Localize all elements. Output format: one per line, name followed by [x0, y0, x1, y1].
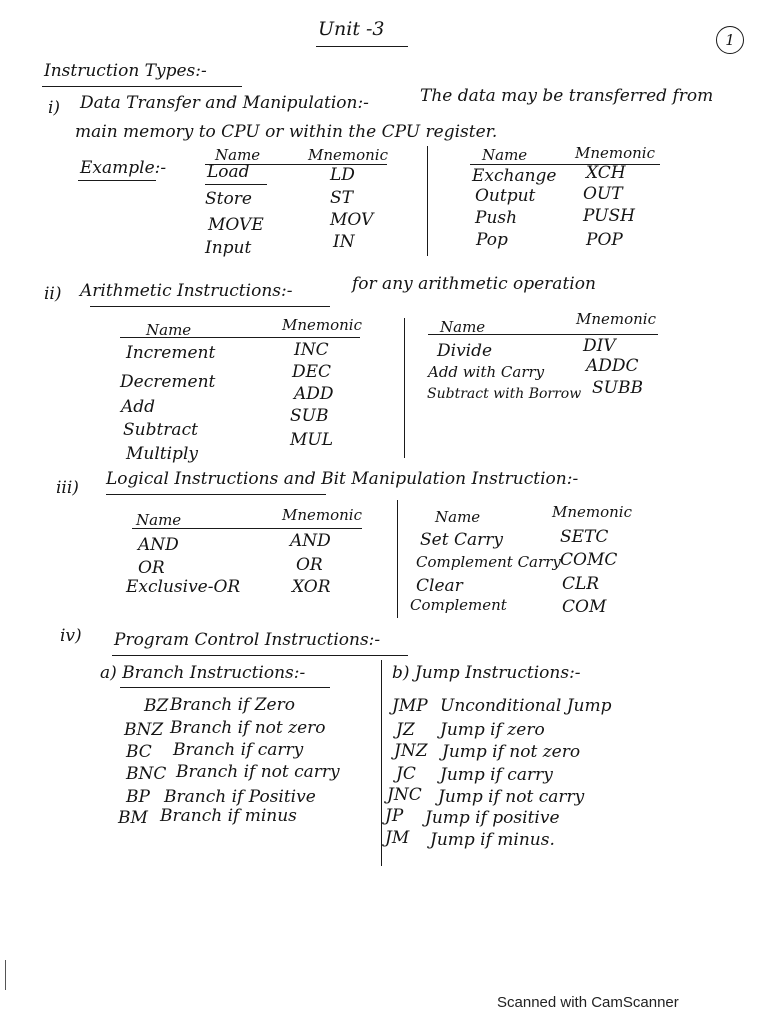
table-cell-mnemonic: SETC	[560, 527, 609, 547]
jump-desc: Jump if minus.	[430, 830, 555, 850]
section-description: main memory to CPU or within the CPU register.	[75, 122, 498, 142]
jump-code: JC	[396, 764, 416, 784]
branch-desc: Branch if Positive	[164, 787, 316, 807]
table-divider	[397, 500, 398, 618]
jump-desc: Jump if carry	[440, 765, 553, 785]
jump-desc: Unconditional Jump	[440, 696, 612, 716]
table-header-mnemonic: Mnemonic	[552, 503, 633, 521]
section-title-underline	[112, 655, 408, 656]
table-cell-name: Input	[205, 238, 252, 258]
table-header-underline	[428, 334, 658, 335]
section-title-underline	[90, 306, 330, 307]
table-cell-mnemonic: CLR	[562, 574, 600, 594]
branch-desc: Branch if carry	[173, 740, 304, 760]
table-cell-name: Subtract	[123, 420, 198, 440]
table-cell-name: MOVE	[208, 215, 264, 235]
section-number: iii)	[56, 478, 79, 498]
jump-desc: Jump if positive	[425, 808, 560, 828]
section-title: Program Control Instructions:-	[114, 630, 381, 650]
branch-code: BP	[126, 787, 150, 807]
table-cell-mnemonic: SUBB	[592, 378, 643, 398]
branch-desc: Branch if not zero	[170, 718, 326, 738]
example-label: Example:-	[80, 158, 167, 178]
jump-desc: Jump if not carry	[438, 787, 585, 807]
table-cell-mnemonic: AND	[290, 531, 331, 551]
table-header-name: Name	[440, 318, 486, 336]
jump-code: JM	[385, 828, 410, 848]
table-cell-name: Set Carry	[420, 530, 503, 550]
main-heading: Instruction Types:-	[44, 61, 207, 81]
table-header-mnemonic: Mnemonic	[282, 506, 363, 524]
table-header-name: Name	[482, 146, 528, 164]
table-cell-mnemonic: IN	[333, 232, 355, 252]
table-cell-mnemonic: MUL	[290, 430, 334, 450]
table-cell-mnemonic: INC	[294, 340, 329, 360]
table-cell-mnemonic: OR	[296, 555, 323, 575]
table-cell-mnemonic: DEC	[292, 362, 332, 382]
table-cell-mnemonic: ADDC	[586, 356, 639, 376]
section-title: Logical Instructions and Bit Manipulation Instruction:-	[106, 469, 579, 489]
jump-code: JZ	[396, 720, 415, 740]
table-header-mnemonic: Mnemonic	[308, 146, 389, 164]
subsection-title-underline	[120, 687, 330, 688]
table-cell-mnemonic: OUT	[583, 184, 623, 204]
jump-desc: Jump if not zero	[442, 742, 581, 762]
table-cell-name: OR	[138, 558, 165, 578]
jump-code: JMP	[392, 696, 428, 716]
table-header-underline	[132, 528, 362, 529]
section-description: The data may be transferred from	[420, 86, 714, 106]
page-title-underline	[316, 46, 408, 47]
section-title: Arithmetic Instructions:-	[80, 281, 293, 301]
table-cell-name: Complement	[410, 596, 507, 614]
cell-underline	[205, 184, 267, 185]
section-number: ii)	[44, 284, 62, 304]
table-cell-mnemonic: XCH	[586, 163, 626, 183]
table-cell-mnemonic: PUSH	[583, 206, 635, 226]
subsection-title: a) Branch Instructions:-	[100, 663, 306, 683]
table-header-mnemonic: Mnemonic	[575, 144, 656, 162]
table-cell-name: Complement Carry	[416, 553, 561, 571]
table-cell-mnemonic: LD	[330, 165, 355, 185]
column-divider	[381, 660, 382, 866]
table-cell-name: Increment	[126, 343, 216, 363]
section-title: Data Transfer and Manipulation:-	[80, 93, 369, 113]
page-number: 1	[716, 26, 744, 54]
table-header-mnemonic: Mnemonic	[576, 310, 657, 328]
table-cell-mnemonic: COM	[562, 597, 607, 617]
table-header-mnemonic: Mnemonic	[282, 316, 363, 334]
jump-code: JNC	[387, 785, 422, 805]
table-cell-mnemonic: COMC	[560, 550, 618, 570]
table-header-name: Name	[136, 511, 182, 529]
branch-desc: Branch if minus	[160, 806, 297, 826]
table-divider	[404, 318, 405, 458]
section-title-underline	[106, 494, 326, 495]
table-cell-mnemonic: ST	[330, 188, 353, 208]
table-cell-name: Subtract with Borrow	[427, 386, 582, 402]
scan-edge-mark	[5, 960, 6, 990]
branch-code: BNZ	[124, 720, 164, 740]
table-header-underline	[120, 337, 360, 338]
table-header-name: Name	[146, 321, 192, 339]
table-cell-mnemonic: ADD	[294, 384, 334, 404]
table-cell-name: Divide	[437, 341, 493, 361]
table-cell-mnemonic: XOR	[292, 577, 331, 597]
table-cell-name: Clear	[416, 576, 463, 596]
table-header-name: Name	[215, 146, 261, 164]
table-cell-name: Add	[121, 397, 156, 417]
branch-code: BM	[118, 808, 148, 828]
branch-code: BC	[126, 742, 152, 762]
jump-desc: Jump if zero	[440, 720, 545, 740]
table-cell-mnemonic: POP	[586, 230, 623, 250]
table-cell-mnemonic: MOV	[330, 210, 374, 230]
section-description: for any arithmetic operation	[352, 274, 596, 294]
table-cell-name: Exclusive-OR	[126, 577, 241, 597]
table-divider	[427, 146, 428, 256]
table-cell-name: Decrement	[120, 372, 216, 392]
table-cell-name: Load	[207, 162, 250, 182]
table-cell-name: Multiply	[126, 444, 198, 464]
table-cell-name: Exchange	[472, 166, 557, 186]
section-number: i)	[48, 98, 61, 118]
branch-code: BZ	[144, 696, 169, 716]
table-header-name: Name	[435, 508, 481, 526]
table-cell-mnemonic: DIV	[583, 336, 616, 356]
branch-desc: Branch if Zero	[170, 695, 295, 715]
jump-code: JP	[385, 806, 404, 826]
jump-code: JNZ	[394, 741, 428, 761]
scanner-watermark: Scanned with CamScanner	[497, 994, 679, 1011]
table-cell-name: Push	[475, 208, 518, 228]
table-cell-name: Add with Carry	[428, 363, 545, 381]
table-cell-mnemonic: SUB	[290, 406, 329, 426]
example-label-underline	[78, 180, 156, 181]
section-number: iv)	[60, 626, 82, 646]
branch-code: BNC	[126, 764, 167, 784]
table-cell-name: Store	[205, 189, 252, 209]
table-cell-name: Output	[475, 186, 536, 206]
subsection-title: b) Jump Instructions:-	[392, 663, 581, 683]
table-cell-name: AND	[138, 535, 179, 555]
table-cell-name: Pop	[476, 230, 508, 250]
main-heading-underline	[42, 86, 242, 87]
page-title: Unit -3	[318, 18, 385, 40]
branch-desc: Branch if not carry	[176, 762, 340, 782]
table-header-underline	[470, 164, 660, 165]
